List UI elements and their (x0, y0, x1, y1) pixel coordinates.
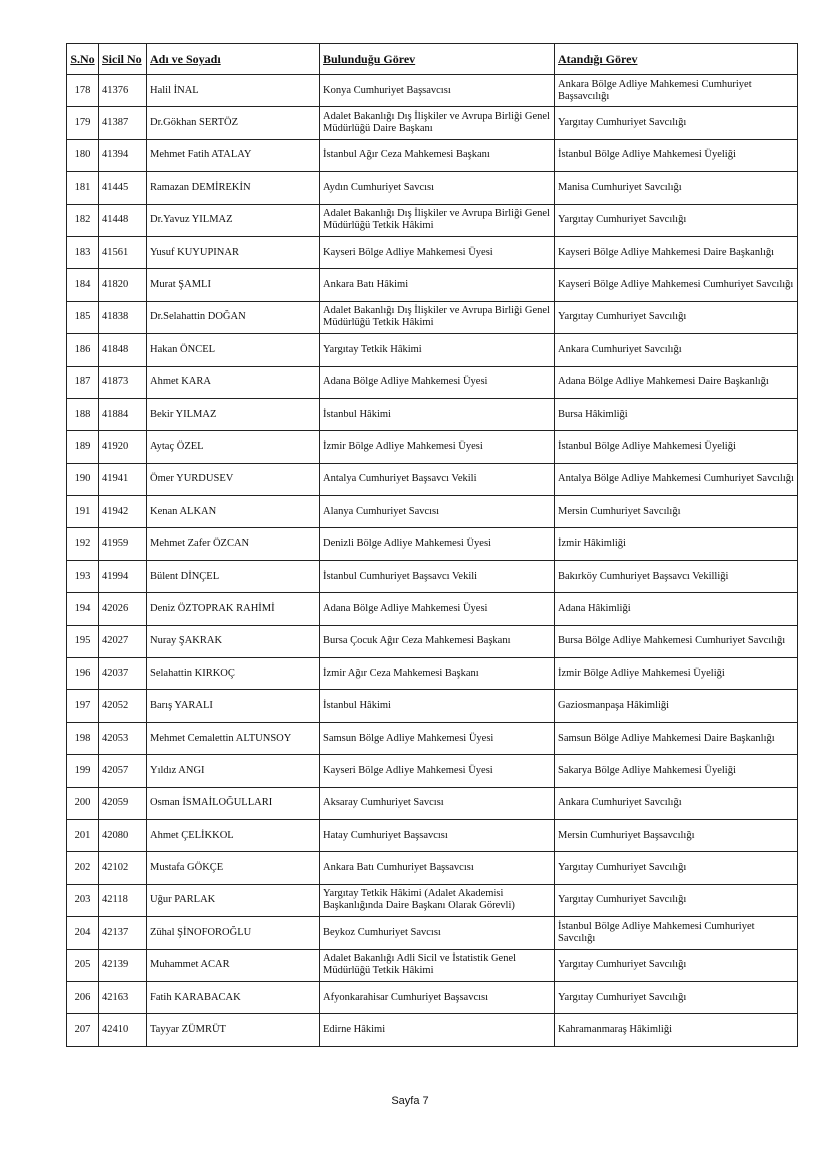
cell-sicil: 41873 (99, 366, 147, 398)
cell-current-post: Alanya Cumhuriyet Savcısı (320, 496, 555, 528)
cell-sicil: 41838 (99, 301, 147, 333)
cell-sicil: 41394 (99, 139, 147, 171)
cell-assigned-post: Yargıtay Cumhuriyet Savcılığı (555, 949, 798, 981)
cell-no: 206 (67, 981, 99, 1013)
cell-name: Ahmet ÇELİKKOL (147, 819, 320, 851)
cell-name: Barış YARALI (147, 690, 320, 722)
table-row (67, 107, 798, 139)
cell-sicil: 41848 (99, 334, 147, 366)
table-row (67, 334, 798, 366)
cell-sicil: 41959 (99, 528, 147, 560)
cell-name: Muhammet ACAR (147, 949, 320, 981)
cell-no: 204 (67, 917, 99, 949)
cell-no: 193 (67, 560, 99, 592)
cell-no: 196 (67, 658, 99, 690)
table-row (67, 301, 798, 333)
cell-current-post: Ankara Batı Cumhuriyet Başsavcısı (320, 852, 555, 884)
cell-sicil: 41376 (99, 75, 147, 107)
cell-name: Dr.Selahattin DOĞAN (147, 301, 320, 333)
cell-no: 202 (67, 852, 99, 884)
cell-no: 186 (67, 334, 99, 366)
cell-name: Mehmet Zafer ÖZCAN (147, 528, 320, 560)
cell-assigned-post: Manisa Cumhuriyet Savcılığı (555, 172, 798, 204)
cell-sicil: 41448 (99, 204, 147, 236)
cell-current-post: Aydın Cumhuriyet Savcısı (320, 172, 555, 204)
cell-assigned-post: Adana Hâkimliği (555, 593, 798, 625)
col-header-no: S.No (67, 44, 99, 75)
cell-name: Selahattin KIRKOÇ (147, 658, 320, 690)
cell-assigned-post: Yargıtay Cumhuriyet Savcılığı (555, 204, 798, 236)
cell-no: 182 (67, 204, 99, 236)
col-header-name: Adı ve Soyadı (147, 44, 320, 75)
cell-assigned-post: İzmir Bölge Adliye Mahkemesi Üyeliği (555, 658, 798, 690)
table-row (67, 625, 798, 657)
table-row (67, 204, 798, 236)
cell-assigned-post: Sakarya Bölge Adliye Mahkemesi Üyeliği (555, 755, 798, 787)
col-header-current-post: Bulunduğu Görev (320, 44, 555, 75)
cell-assigned-post: İstanbul Bölge Adliye Mahkemesi Cumhuriyet Savcılığı (555, 917, 798, 949)
cell-current-post: Antalya Cumhuriyet Başsavcı Vekili (320, 463, 555, 495)
appointment-table (66, 43, 798, 1047)
cell-current-post: Aksaray Cumhuriyet Savcısı (320, 787, 555, 819)
cell-no: 179 (67, 107, 99, 139)
cell-name: Osman İSMAİLOĞULLARI (147, 787, 320, 819)
cell-name: Yusuf KUYUPINAR (147, 236, 320, 268)
table-row (67, 496, 798, 528)
table-row (67, 398, 798, 430)
cell-current-post: Hatay Cumhuriyet Başsavcısı (320, 819, 555, 851)
table-header-row (67, 44, 798, 75)
cell-sicil: 41884 (99, 398, 147, 430)
cell-current-post: Beykoz Cumhuriyet Savcısı (320, 917, 555, 949)
cell-current-post: Adana Bölge Adliye Mahkemesi Üyesi (320, 366, 555, 398)
cell-current-post: Yargıtay Tetkik Hâkimi (Adalet Akademisi Başkanlığında Daire Başkanı Olarak Görevli) (320, 884, 555, 916)
cell-no: 190 (67, 463, 99, 495)
table-row (67, 722, 798, 754)
cell-current-post: Denizli Bölge Adliye Mahkemesi Üyesi (320, 528, 555, 560)
cell-current-post: Ankara Batı Hâkimi (320, 269, 555, 301)
cell-name: Ömer YURDUSEV (147, 463, 320, 495)
cell-sicil: 42118 (99, 884, 147, 916)
cell-assigned-post: Yargıtay Cumhuriyet Savcılığı (555, 107, 798, 139)
cell-name: Murat ŞAMLI (147, 269, 320, 301)
cell-assigned-post: Bakırköy Cumhuriyet Başsavcı Vekilliği (555, 560, 798, 592)
table-row (67, 981, 798, 1013)
cell-assigned-post: Gaziosmanpaşa Hâkimliği (555, 690, 798, 722)
table-row (67, 431, 798, 463)
cell-sicil: 42080 (99, 819, 147, 851)
cell-assigned-post: Kayseri Bölge Adliye Mahkemesi Daire Başkanlığı (555, 236, 798, 268)
cell-no: 180 (67, 139, 99, 171)
cell-no: 187 (67, 366, 99, 398)
cell-no: 203 (67, 884, 99, 916)
cell-current-post: Kayseri Bölge Adliye Mahkemesi Üyesi (320, 755, 555, 787)
cell-sicil: 41941 (99, 463, 147, 495)
table-row (67, 690, 798, 722)
cell-current-post: Bursa Çocuk Ağır Ceza Mahkemesi Başkanı (320, 625, 555, 657)
cell-sicil: 41561 (99, 236, 147, 268)
cell-assigned-post: Mersin Cumhuriyet Başsavcılığı (555, 819, 798, 851)
cell-current-post: Adana Bölge Adliye Mahkemesi Üyesi (320, 593, 555, 625)
cell-sicil: 42059 (99, 787, 147, 819)
cell-sicil: 42163 (99, 981, 147, 1013)
cell-assigned-post: İzmir Hâkimliği (555, 528, 798, 560)
cell-name: Dr.Yavuz YILMAZ (147, 204, 320, 236)
cell-name: Mehmet Fatih ATALAY (147, 139, 320, 171)
cell-assigned-post: İstanbul Bölge Adliye Mahkemesi Üyeliği (555, 431, 798, 463)
cell-current-post: İstanbul Cumhuriyet Başsavcı Vekili (320, 560, 555, 592)
cell-assigned-post: Yargıtay Cumhuriyet Savcılığı (555, 884, 798, 916)
cell-no: 195 (67, 625, 99, 657)
cell-name: Mehmet Cemalettin ALTUNSOY (147, 722, 320, 754)
cell-name: Zühal ŞİNOFOROĞLU (147, 917, 320, 949)
cell-current-post: Kayseri Bölge Adliye Mahkemesi Üyesi (320, 236, 555, 268)
cell-assigned-post: Adana Bölge Adliye Mahkemesi Daire Başkanlığı (555, 366, 798, 398)
cell-name: Fatih KARABACAK (147, 981, 320, 1013)
table-row (67, 236, 798, 268)
cell-name: Dr.Gökhan SERTÖZ (147, 107, 320, 139)
cell-assigned-post: İstanbul Bölge Adliye Mahkemesi Üyeliği (555, 139, 798, 171)
cell-no: 207 (67, 1014, 99, 1046)
cell-name: Ahmet KARA (147, 366, 320, 398)
table-row (67, 884, 798, 916)
cell-current-post: Adalet Bakanlığı Dış İlişkiler ve Avrupa Birliği Genel Müdürlüğü Daire Başkanı (320, 107, 555, 139)
table-row (67, 560, 798, 592)
table-row (67, 819, 798, 851)
cell-sicil: 42410 (99, 1014, 147, 1046)
cell-assigned-post: Yargıtay Cumhuriyet Savcılığı (555, 981, 798, 1013)
cell-no: 178 (67, 75, 99, 107)
page-number: Sayfa 7 (391, 1095, 429, 1107)
cell-current-post: Adalet Bakanlığı Dış İlişkiler ve Avrupa Birliği Genel Müdürlüğü Tetkik Hâkimi (320, 204, 555, 236)
table-row (67, 172, 798, 204)
cell-current-post: Adalet Bakanlığı Adli Sicil ve İstatistik Genel Müdürlüğü Tetkik Hâkimi (320, 949, 555, 981)
table-row (67, 269, 798, 301)
cell-current-post: İstanbul Hâkimi (320, 398, 555, 430)
cell-sicil: 41387 (99, 107, 147, 139)
cell-sicil: 42053 (99, 722, 147, 754)
cell-current-post: Edirne Hâkimi (320, 1014, 555, 1046)
cell-name: Uğur PARLAK (147, 884, 320, 916)
cell-name: Yıldız ANGI (147, 755, 320, 787)
cell-name: Tayyar ZÜMRÜT (147, 1014, 320, 1046)
cell-current-post: Konya Cumhuriyet Başsavcısı (320, 75, 555, 107)
cell-name: Deniz ÖZTOPRAK RAHİMİ (147, 593, 320, 625)
cell-no: 191 (67, 496, 99, 528)
table-row (67, 528, 798, 560)
cell-sicil: 41994 (99, 560, 147, 592)
cell-sicil: 42102 (99, 852, 147, 884)
cell-assigned-post: Kayseri Bölge Adliye Mahkemesi Cumhuriyet Savcılığı (555, 269, 798, 301)
cell-no: 184 (67, 269, 99, 301)
cell-sicil: 42026 (99, 593, 147, 625)
cell-no: 181 (67, 172, 99, 204)
cell-name: Hakan ÖNCEL (147, 334, 320, 366)
cell-assigned-post: Yargıtay Cumhuriyet Savcılığı (555, 852, 798, 884)
table-row (67, 593, 798, 625)
cell-no: 189 (67, 431, 99, 463)
cell-name: Kenan ALKAN (147, 496, 320, 528)
cell-current-post: İzmir Bölge Adliye Mahkemesi Üyesi (320, 431, 555, 463)
cell-no: 197 (67, 690, 99, 722)
cell-no: 200 (67, 787, 99, 819)
cell-current-post: Afyonkarahisar Cumhuriyet Başsavcısı (320, 981, 555, 1013)
cell-assigned-post: Ankara Bölge Adliye Mahkemesi Cumhuriyet Başsavcılığı (555, 75, 798, 107)
cell-name: Aytaç ÖZEL (147, 431, 320, 463)
cell-no: 201 (67, 819, 99, 851)
cell-sicil: 41942 (99, 496, 147, 528)
table-row (67, 366, 798, 398)
cell-assigned-post: Samsun Bölge Adliye Mahkemesi Daire Başkanlığı (555, 722, 798, 754)
cell-assigned-post: Yargıtay Cumhuriyet Savcılığı (555, 301, 798, 333)
table-row (67, 917, 798, 949)
cell-sicil: 42037 (99, 658, 147, 690)
col-header-assigned-post: Atandığı Görev (555, 44, 798, 75)
cell-sicil: 42139 (99, 949, 147, 981)
cell-assigned-post: Ankara Cumhuriyet Savcılığı (555, 334, 798, 366)
cell-no: 183 (67, 236, 99, 268)
table-row (67, 755, 798, 787)
cell-no: 205 (67, 949, 99, 981)
table-row (67, 75, 798, 107)
table-row (67, 658, 798, 690)
cell-name: Bekir YILMAZ (147, 398, 320, 430)
cell-name: Nuray ŞAKRAK (147, 625, 320, 657)
cell-sicil: 42137 (99, 917, 147, 949)
cell-sicil: 41820 (99, 269, 147, 301)
table-row (67, 463, 798, 495)
cell-current-post: İstanbul Hâkimi (320, 690, 555, 722)
cell-sicil: 42052 (99, 690, 147, 722)
cell-current-post: Adalet Bakanlığı Dış İlişkiler ve Avrupa Birliği Genel Müdürlüğü Tetkik Hâkimi (320, 301, 555, 333)
cell-sicil: 42057 (99, 755, 147, 787)
cell-name: Halil İNAL (147, 75, 320, 107)
cell-no: 185 (67, 301, 99, 333)
table-row (67, 139, 798, 171)
cell-no: 198 (67, 722, 99, 754)
table-row (67, 949, 798, 981)
cell-current-post: İstanbul Ağır Ceza Mahkemesi Başkanı (320, 139, 555, 171)
cell-no: 192 (67, 528, 99, 560)
table-row (67, 852, 798, 884)
cell-assigned-post: Antalya Bölge Adliye Mahkemesi Cumhuriyet Savcılığı (555, 463, 798, 495)
cell-current-post: Samsun Bölge Adliye Mahkemesi Üyesi (320, 722, 555, 754)
cell-sicil: 42027 (99, 625, 147, 657)
table-row (67, 787, 798, 819)
cell-current-post: İzmir Ağır Ceza Mahkemesi Başkanı (320, 658, 555, 690)
cell-no: 188 (67, 398, 99, 430)
cell-assigned-post: Mersin Cumhuriyet Savcılığı (555, 496, 798, 528)
cell-sicil: 41920 (99, 431, 147, 463)
cell-assigned-post: Kahramanmaraş Hâkimliği (555, 1014, 798, 1046)
cell-no: 194 (67, 593, 99, 625)
cell-assigned-post: Ankara Cumhuriyet Savcılığı (555, 787, 798, 819)
table-row (67, 1014, 798, 1046)
cell-assigned-post: Bursa Bölge Adliye Mahkemesi Cumhuriyet Savcılığı (555, 625, 798, 657)
cell-current-post: Yargıtay Tetkik Hâkimi (320, 334, 555, 366)
cell-name: Bülent DİNÇEL (147, 560, 320, 592)
cell-name: Mustafa GÖKÇE (147, 852, 320, 884)
cell-assigned-post: Bursa Hâkimliği (555, 398, 798, 430)
col-header-sicil: Sicil No (99, 44, 147, 75)
cell-sicil: 41445 (99, 172, 147, 204)
cell-no: 199 (67, 755, 99, 787)
cell-name: Ramazan DEMİREKİN (147, 172, 320, 204)
